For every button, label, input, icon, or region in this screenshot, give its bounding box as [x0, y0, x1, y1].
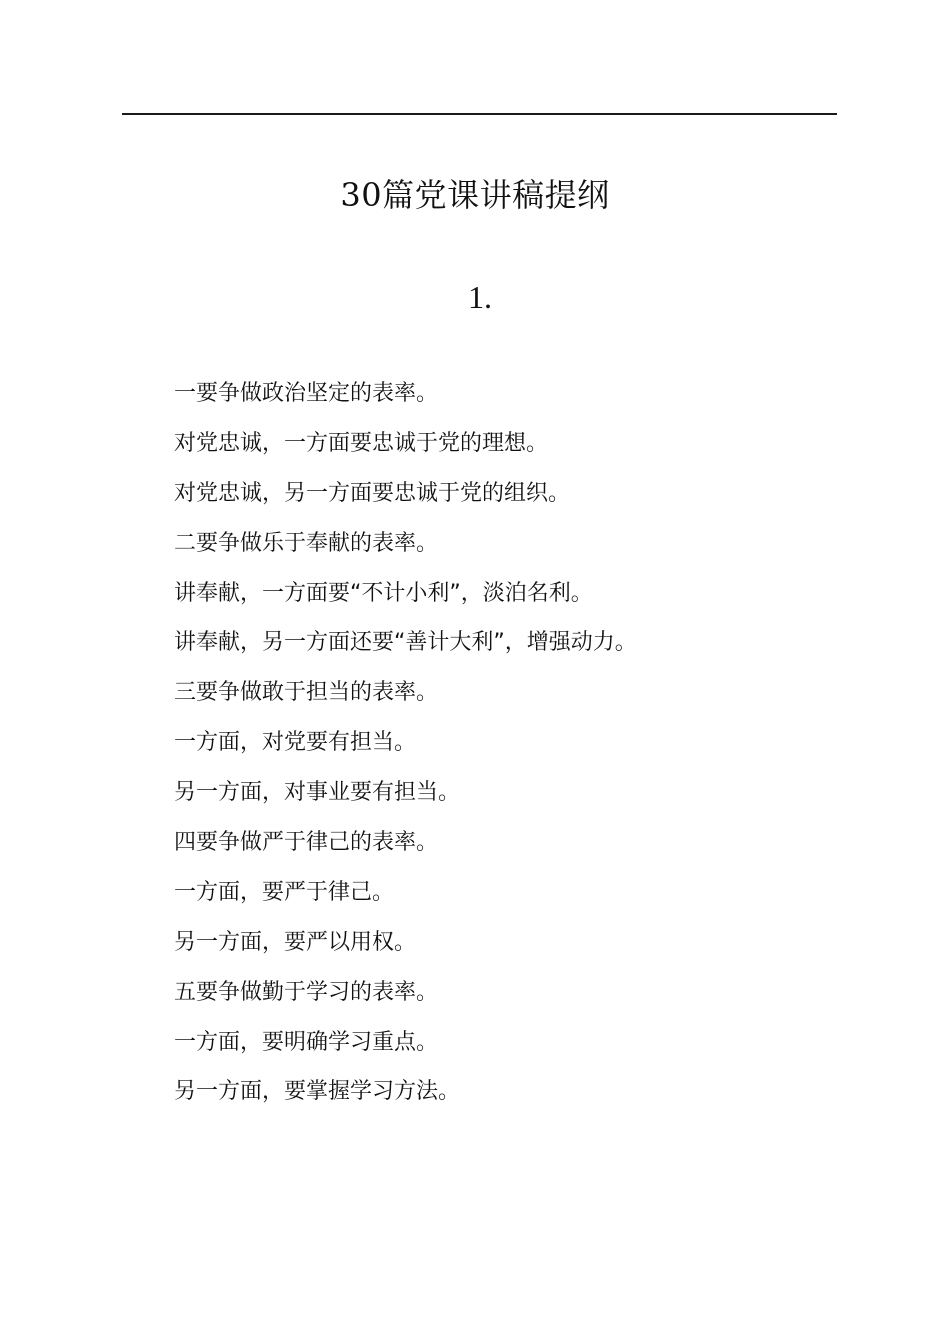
- outline-line: 另一方面，对事业要有担当。: [174, 780, 461, 806]
- document-title: 30篇党课讲稿提纲: [340, 176, 610, 214]
- outline-line: 三要争做敢于担当的表率。: [174, 680, 439, 706]
- outline-line: 对党忠诚，一方面要忠诚于党的理想。: [174, 430, 549, 456]
- header-rule: [122, 113, 837, 115]
- outline-line: 五要争做勤于学习的表率。: [174, 979, 439, 1005]
- outline-line: 二要争做乐于奉献的表率。: [174, 530, 439, 556]
- outline-line: 对党忠诚，另一方面要忠诚于党的组织。: [174, 480, 571, 506]
- outline-line: 一方面，对党要有担当。: [174, 730, 417, 756]
- outline-line: 讲奉献，另一方面还要“善计大利”，增强动力。: [174, 630, 637, 656]
- outline-line: 另一方面，要掌握学习方法。: [174, 1079, 461, 1105]
- outline-line: 一方面，要明确学习重点。: [174, 1029, 439, 1055]
- outline-line: 一方面，要严于律己。: [174, 879, 395, 905]
- outline-line: 四要争做严于律己的表率。: [174, 830, 439, 856]
- outline-line: 另一方面，要严以用权。: [174, 929, 417, 955]
- outline-line: 一要争做政治坚定的表率。: [174, 381, 439, 406]
- outline-list: [174, 372, 874, 1120]
- outline-line: 讲奉献，一方面要“不计小利”，淡泊名利。: [174, 580, 593, 606]
- section-number: 1.: [468, 279, 492, 315]
